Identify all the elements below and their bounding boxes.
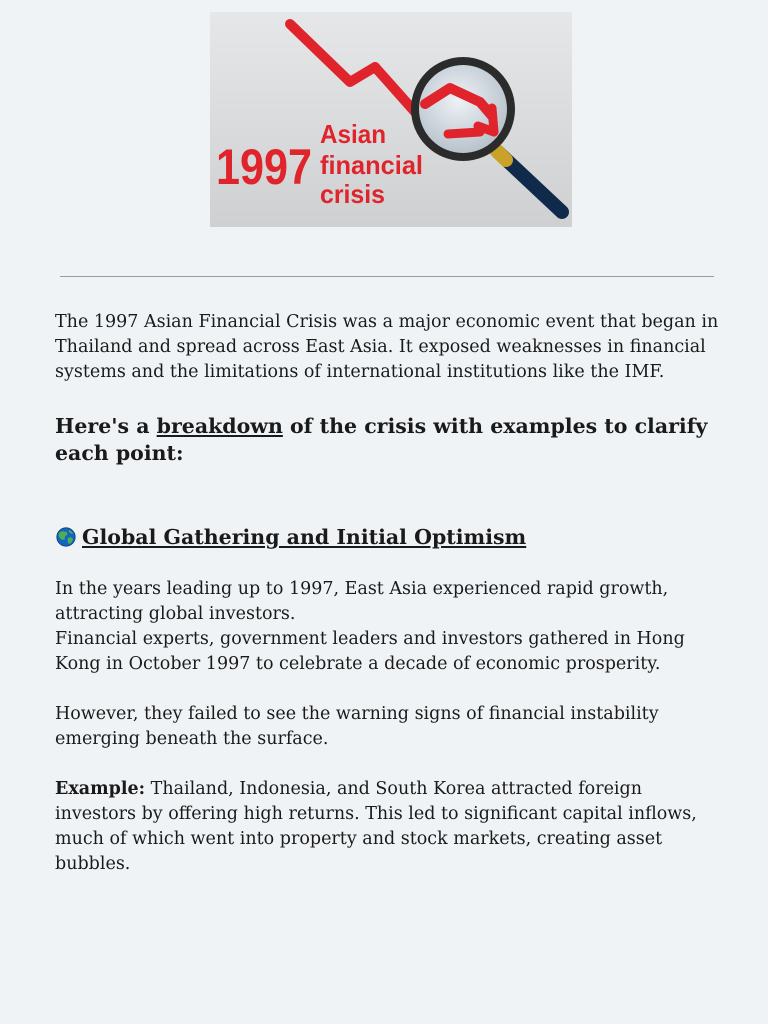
breakdown-heading [55,413,719,467]
section-title [55,523,719,551]
section-paragraph-1b: Financial experts, government leaders and investors gathered in Hong Kong in October 1997 to celebrate a decade of economic prosperity. [55,629,685,674]
crisis-illustration [210,12,572,227]
example-text: Thailand, Indonesia, and South Korea attracted foreign investors by offering high returns. This led to significant capital inflows, much of which went into property and stock markets, creating asset bubbles. [55,779,697,874]
intro-paragraph: The 1997 Asian Financial Crisis was a major economic event that began in Thailand and spread across East Asia. It exposed weaknesses in financial systems and the limitations of international institutions like the IMF. [55,312,719,382]
breakdown-prefix: Here's a [55,414,157,438]
section-paragraph-1a: In the years leading up to 1997, East Asia experienced rapid growth, attracting global investors. [55,579,669,624]
hero-line2: financial [320,150,423,180]
horizontal-divider [60,276,714,277]
example-paragraph [55,777,719,877]
hero-image [210,12,572,227]
hero-year: 1997 [216,139,312,195]
breakdown-link[interactable]: breakdown [156,414,283,438]
example-label: Example: [55,779,146,799]
section-title-text: Global Gathering and Initial Optimism [82,525,527,549]
breakdown-suffix: of the crisis with examples to clarify each point: [55,414,708,465]
hero-line3: crisis [320,179,385,209]
globe-icon [56,527,76,547]
section-paragraph-2: However, they failed to see the warning signs of financial instability emerging beneath the surface. [55,704,659,749]
hero-line1: Asian [320,119,386,149]
article-body [55,310,719,877]
